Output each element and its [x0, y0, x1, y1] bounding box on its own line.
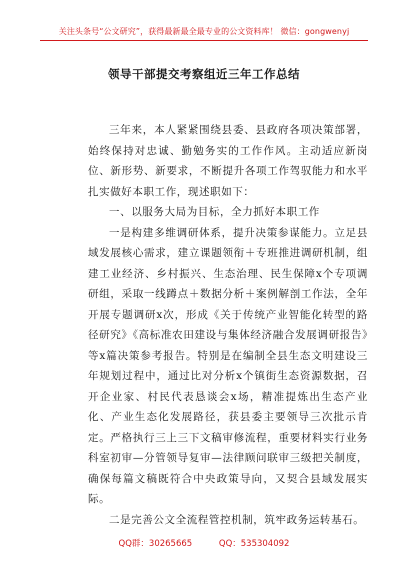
header-divider — [40, 40, 368, 41]
section-heading: 一、以服务大局为目标，全力抓好本职工作 — [109, 206, 320, 218]
footer-contact — [0, 537, 408, 549]
header-banner: 关注头条号“公文研究”，获得最新最全最专业的公文资料库！ 微信：gongwenyj — [58, 27, 350, 36]
footer-qq-group: QQ群：30265665 — [118, 539, 193, 549]
paragraph-item-1: 一是构建多维调研体系，提升决策参谋能力。立足县域发展核心需求，建立课题领衔＋专班推进调研机制，组建工业经济、乡村振兴、生态治理、民生保障x个专项调研组，采取一线蹲点＋数据分析＋案例解剖工作法，全年开展专题调研x次，形成《关于传统产业智能化转型的路径研究》《高标准农田建设与集体经济融合发展调研报告》等x篇决策参考报告。特别是在编制全县生态文明建设三年规划过程中，通过比对分析x个镇街生态资源数据，召开企业家、村民代表恳谈会x场，精准提炼出生态产业化、产业生态化发展路径，获县委主要领导三次批示肯定。严格执行三上三下文稿审修流程，重要材料实行业务科室初审—分管领导复审—法律顾问联审三级把关制度，确保每篇文稿既符合中央政策导向，又契合县域发展实际。 — [88, 226, 368, 505]
paragraph-item-2: 二是完善公文全流程管控机制，筑牢政务运转基石。 — [109, 513, 365, 526]
paragraph-intro: 三年来，本人紧紧围绕县委、县政府各项决策部署，始终保持对忠诚、勤勉务实的工作作风。主动适应新岗位、新形势、新要求，不断提升各项工作驾驭能力和水平扎实做好本职工作，现述职如下： — [88, 124, 368, 198]
document-title: 领导干部提交考察组近三年工作总结 — [108, 67, 300, 81]
document-body — [88, 120, 368, 530]
footer-qq: QQ：535304092 — [218, 539, 290, 549]
